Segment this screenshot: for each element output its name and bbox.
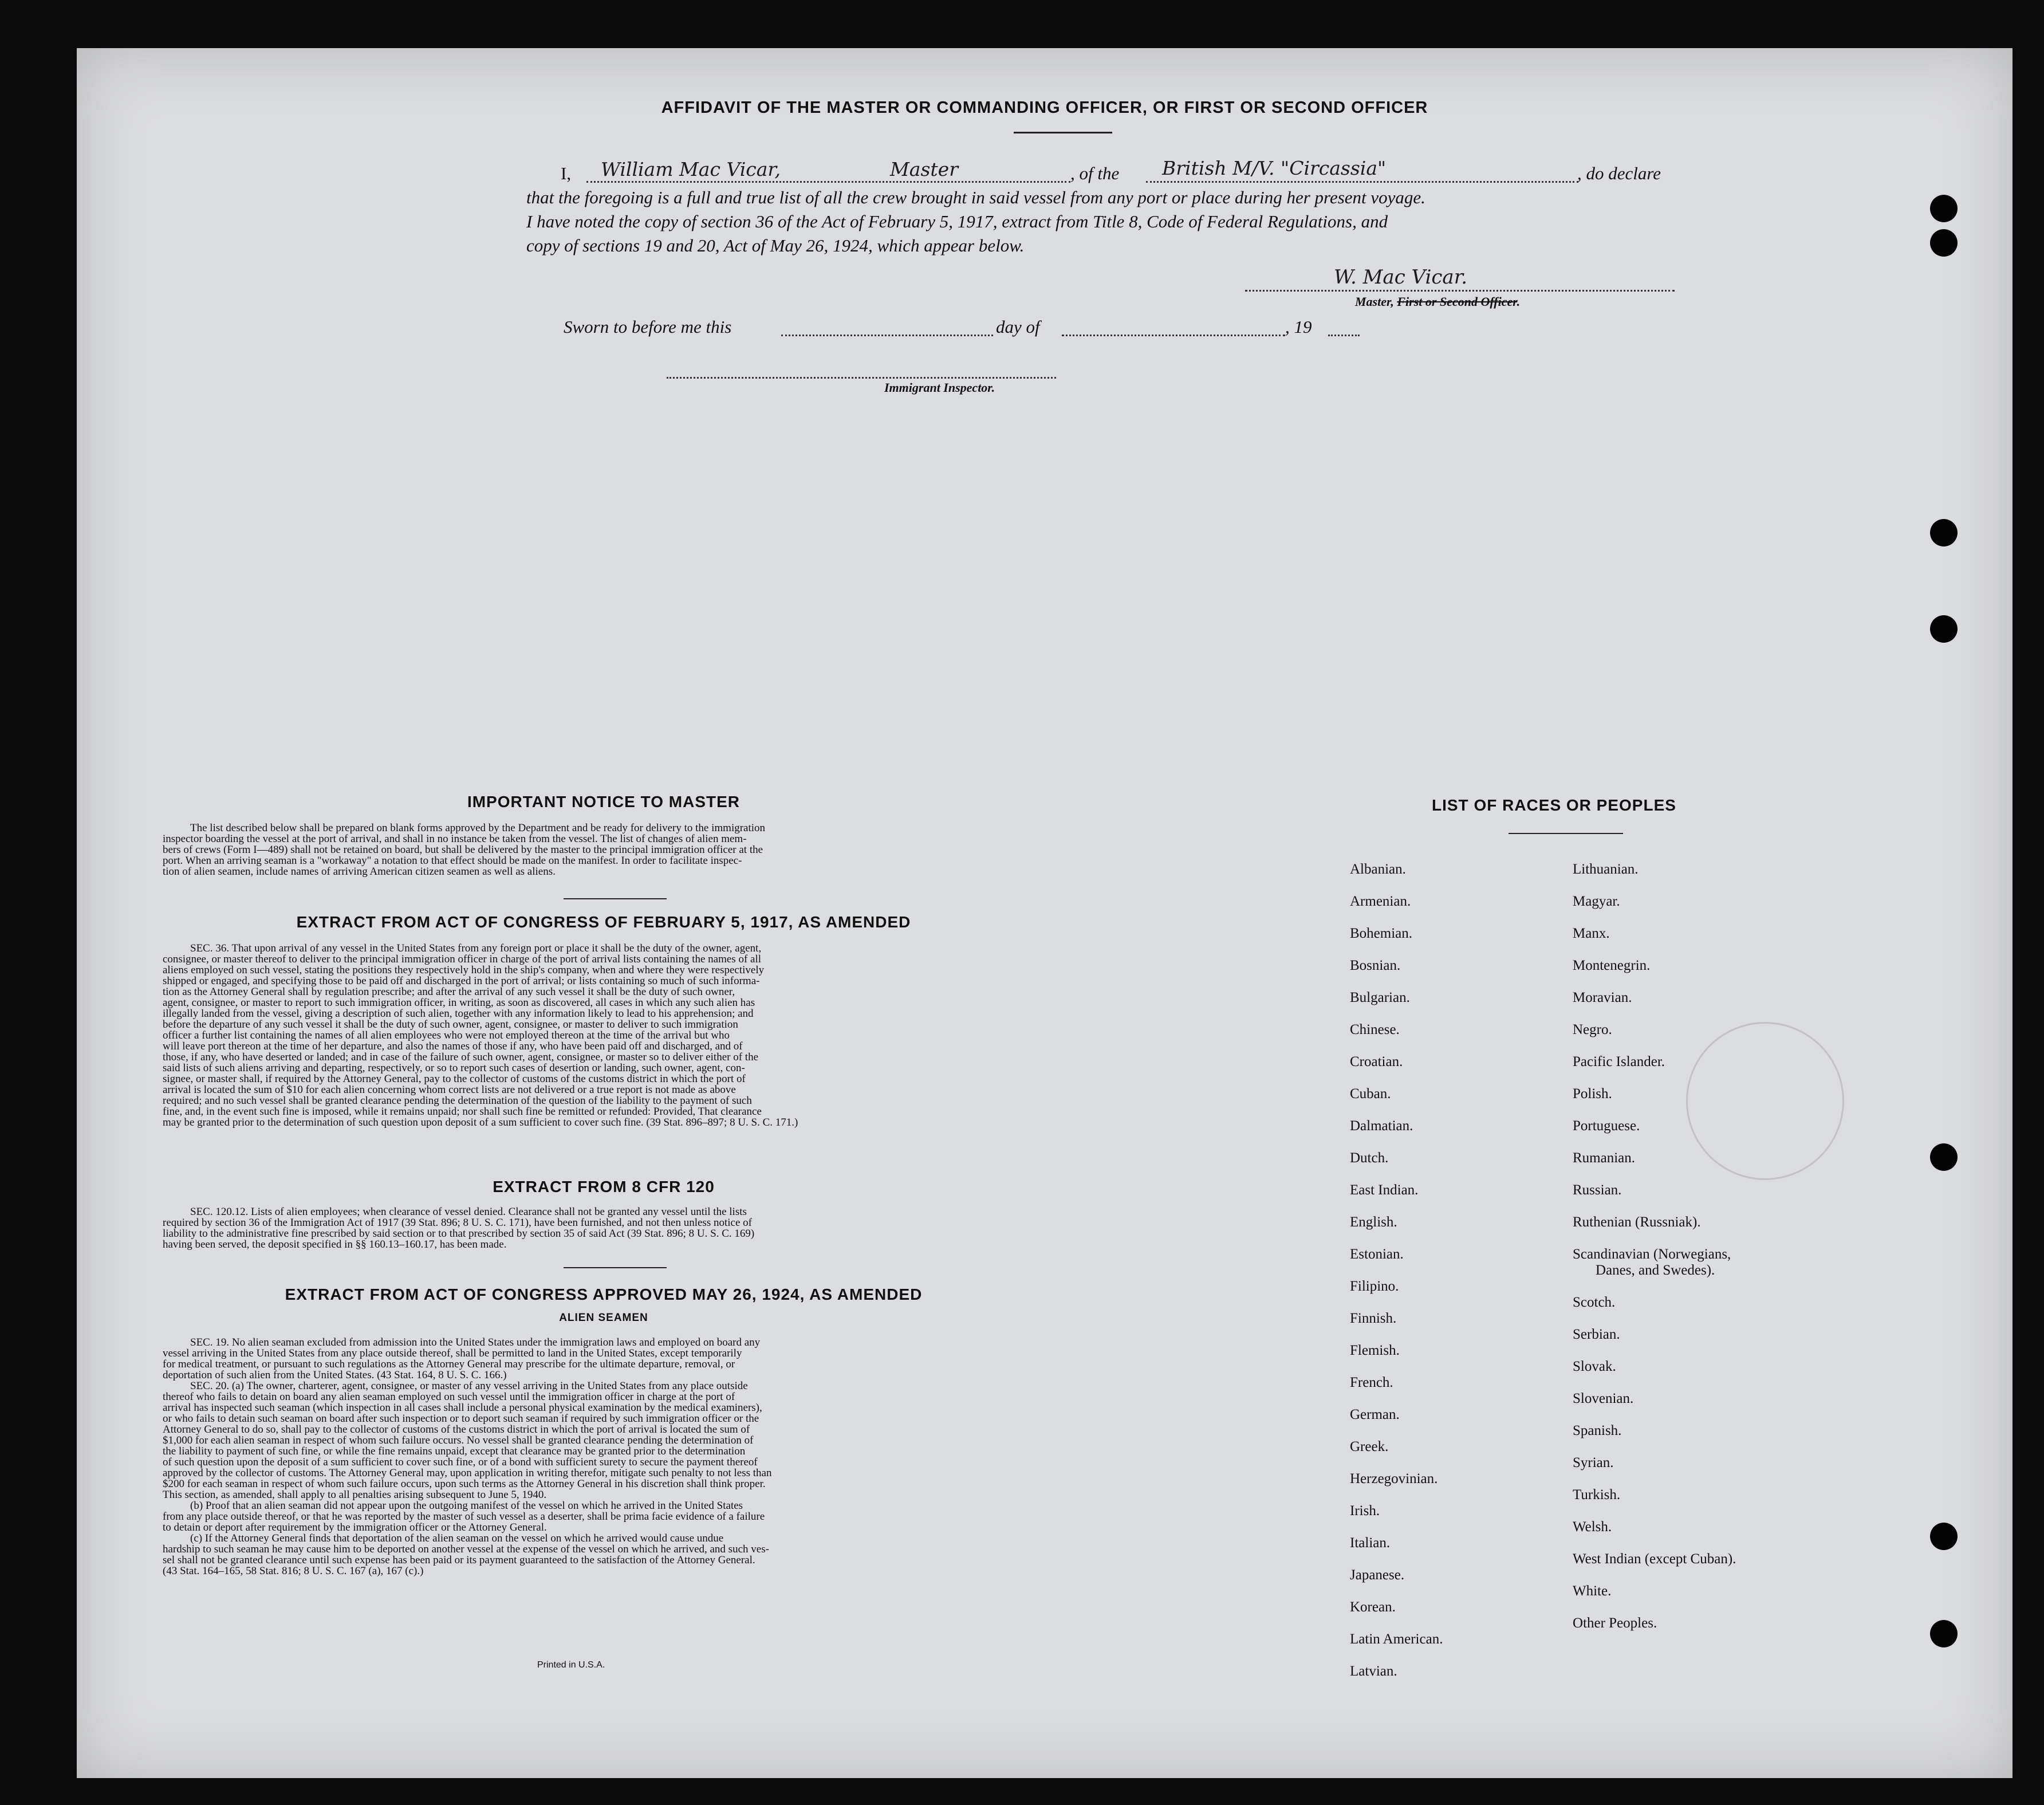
extract-1924-line: SEC. 20. (a) The owner, charterer, agent, consignee, or master of any vessel arriving in the United States from any place outside: [190, 1380, 748, 1392]
extract-1917-line: before the departure of any such vessel it shall be the duty of such owner, agent, consignee, or master to deliver to such immigration: [163, 1018, 738, 1031]
race-item: Turkish.: [1573, 1487, 1621, 1503]
extract-1924-line: arrival has inspected such seaman (which inspection in all cases shall include a personal physical examination by the medical examiners),: [163, 1402, 762, 1414]
notice-title: IMPORTANT NOTICE TO MASTER: [467, 793, 741, 811]
race-item: Latin American.: [1350, 1631, 1443, 1647]
extract-1924-line: hardship to such seaman he may cause him to be deported on another vessel at the expense of the vessel on which he arrived, and such ves-: [163, 1543, 769, 1555]
race-item: Estonian.: [1350, 1246, 1404, 1262]
extract-1924-line: the liability to payment of such fine, or while the fine remains unpaid, except that clearance may be granted prior to the determination: [163, 1445, 746, 1457]
extract-1917-line: aliens employed on such vessel, stating the positions they respectively hold in the ship's company, when and where they were respectively: [163, 964, 765, 976]
race-item: Slovenian.: [1573, 1391, 1634, 1406]
race-item: Polish.: [1573, 1086, 1612, 1102]
race-item: Albanian.: [1350, 862, 1406, 877]
extract-1917-line: will leave port thereon at the time of her departure, and also the names of those if any, who have been paid off and discharged, and of: [163, 1040, 743, 1052]
race-item: Chinese.: [1350, 1022, 1400, 1037]
race-item: Manx.: [1573, 926, 1610, 941]
extract-1917-line: fine, and, in the event such fine is imposed, while it remains unpaid; nor shall such fine be remitted or refunded: Provided, That clearance: [163, 1106, 762, 1118]
extract-1924-body: [163, 1337, 1045, 1576]
race-item: Syrian.: [1573, 1455, 1614, 1470]
race-item: East Indian.: [1350, 1182, 1419, 1198]
inspector-signature-line: [667, 377, 1056, 379]
extract-1917-line: officer a further list containing the names of all alien employees who were not employed thereon at the time of the arrival but who: [163, 1029, 730, 1041]
extract-1924-line: (b) Proof that an alien seaman did not appear upon the outgoing manifest of the vessel on which he arrived in the United States: [190, 1500, 743, 1512]
caption-period: .: [1517, 294, 1521, 309]
extract-1917-line: signee, or master shall, if required by the Attorney General, pay to the collector of customs of the customs district in which the port of: [163, 1073, 746, 1085]
notice-body: [163, 823, 1045, 877]
position-handwritten: Master: [890, 158, 958, 180]
race-item: Rumanian.: [1573, 1150, 1636, 1166]
race-item: Serbian.: [1573, 1327, 1620, 1342]
extract-1917-title: EXTRACT FROM ACT OF CONGRESS OF FEBRUARY 5, 1917, AS AMENDED: [296, 913, 911, 931]
punch-hole: [1930, 1143, 1958, 1171]
signature-line: [1245, 290, 1675, 292]
race-item: Dutch.: [1350, 1150, 1389, 1166]
extract-1924-line: SEC. 19. No alien seaman excluded from admission into the United States under the immigration laws and employed on board any: [190, 1336, 761, 1348]
declaration-line-4: copy of sections 19 and 20, Act of May 26, 1924, which appear below.: [526, 235, 1025, 255]
extract-1924-subtitle: ALIEN SEAMEN: [559, 1312, 648, 1324]
section-divider: [564, 898, 667, 899]
extract-1924-line: This section, as amended, shall apply to all penalties arising subsequent to June 5, 1940.: [163, 1489, 547, 1501]
race-item: Herzegovinian.: [1350, 1471, 1438, 1487]
master-name-handwritten: William Mac Vicar,: [601, 158, 781, 180]
race-item: Magyar.: [1573, 894, 1620, 909]
extract-1924-line: thereof who fails to detain on board any alien seaman employed on such vessel until the immigration officer in charge at the port of: [163, 1391, 735, 1403]
notice-line: tion of alien seamen, include names of arriving American citizen seamen as well as aliens.: [163, 866, 556, 878]
punch-hole: [1930, 1523, 1958, 1550]
extract-1924-line: deportation of such alien from the United States. (43 Stat. 164, 8 U. S. C. 166.): [163, 1369, 507, 1381]
race-item: Danes, and Swedes).: [1596, 1263, 1715, 1278]
sworn-year-line: [1328, 335, 1360, 336]
extract-cfr-line: SEC. 120.12. Lists of alien employees; when clearance of vessel denied. Clearance shall not be granted any vessel until the lists: [190, 1206, 747, 1218]
inspector-caption: Immigrant Inspector.: [884, 380, 995, 395]
extract-1924-line: from any place outside thereof, or that he was reported by the master of such vessel as a deserter, shall be prima facie evidence of a failure: [163, 1511, 765, 1523]
race-item: Slovak.: [1573, 1359, 1616, 1374]
race-item: Ruthenian (Russniak).: [1573, 1214, 1701, 1230]
race-item: Japanese.: [1350, 1567, 1405, 1583]
extract-1917-line: agent, consignee, or master to report to such immigration officer, in writing, as soon as discovered, all cases in which any such alien has: [163, 997, 755, 1009]
race-item: Finnish.: [1350, 1311, 1397, 1326]
race-item: Portuguese.: [1573, 1118, 1640, 1134]
title-divider: [1014, 132, 1112, 133]
extract-1917-line: those, if any, who have deserted or landed; and in case of the failure of such owner, agent, consignee, or master so to deliver either of the: [163, 1051, 758, 1063]
affidavit-title: AFFIDAVIT OF THE MASTER OR COMMANDING OFFICER, OR FIRST OR SECOND OFFICER: [661, 99, 1428, 117]
document-page: [77, 48, 2013, 1778]
sworn-month-line: [1062, 335, 1285, 336]
extract-1917-line: said lists of such aliens arriving and departing, respectively, or so to report such cases of desertion or landing, such owner, agent, con-: [163, 1062, 745, 1074]
race-item: Bulgarian.: [1350, 990, 1410, 1005]
vessel-handwritten: British M/V. "Circassia": [1162, 157, 1387, 179]
race-item: Latvian.: [1350, 1664, 1397, 1679]
race-item: German.: [1350, 1407, 1400, 1422]
race-item: French.: [1350, 1375, 1393, 1390]
notice-line: bers of crews (Form I—489) shall not be retained on board, but shall be delivered by the master to the principal immigration officer at the: [163, 844, 763, 856]
sworn-day-line: [781, 335, 993, 336]
race-item: Armenian.: [1350, 894, 1411, 909]
notice-line: port. When an arriving seaman is a "workaway" a notation to that effect should be made on the manifest. In order to facilitate inspec-: [163, 855, 742, 867]
race-item: Irish.: [1350, 1503, 1380, 1519]
sworn-year-label: , 19: [1285, 317, 1312, 337]
extract-1924-line: for medical treatment, or pursuant to such regulations as the Attorney General may prescribe for the ultimate departure, removal, or: [163, 1358, 735, 1370]
races-divider: [1509, 833, 1623, 834]
extract-1924-line: or who fails to detain such seaman on board after such inspection or to deport such seaman if required by such immigration officer or the: [163, 1413, 759, 1425]
race-item: Negro.: [1573, 1022, 1612, 1037]
extract-1917-line: tion as the Attorney General shall by regulation prescribe; and after the arrival of any such vessel it shall be the duty of such owner,: [163, 986, 735, 998]
race-item: Bosnian.: [1350, 958, 1401, 973]
race-item: Korean.: [1350, 1599, 1396, 1615]
race-item: Scandinavian (Norwegians,: [1573, 1246, 1731, 1262]
extract-1917-line: illegally landed from the vessel, giving a description of such alien, together with any information likely to lead to his apprehension; and: [163, 1008, 754, 1020]
race-item: Croatian.: [1350, 1054, 1403, 1069]
race-item: Greek.: [1350, 1439, 1389, 1454]
caption-struck-officer: First or Second Officer: [1397, 294, 1517, 309]
races-right-column: [1573, 854, 1736, 1639]
extract-1917-line: required; and no such vessel shall be granted clearance pending the determination of the question of the liability to the payment of such: [163, 1095, 752, 1107]
declaration-line-3: I have noted the copy of section 36 of the Act of February 5, 1917, extract from Title 8, Code of Federal Regulations, and: [526, 211, 1388, 231]
extract-1924-line: of such question upon the deposit of a sum sufficient to cover such fine, or of a bond with sufficient surety to secure the payment thereof: [163, 1456, 758, 1468]
race-item: Italian.: [1350, 1535, 1391, 1551]
extract-1924-line: $200 for each seaman in respect of whom such failure occurs, upon such terms as the Attorney General in his discretion shall think proper.: [163, 1478, 766, 1490]
master-signature: W. Mac Vicar.: [1334, 266, 1468, 289]
extract-1924-line: vessel arriving in the United States from any place outside thereof, shall be permitted to land in the United States, except temporarily: [163, 1347, 742, 1359]
notice-line: inspector boarding the vessel at the port of arrival, and shall in no instance be taken from the vessel. The list of changes of alien mem-: [163, 833, 747, 845]
extract-1924-line: Attorney General to do so, shall pay to the collector of customs of the customs district in which the port of arrival is located the sum of: [163, 1423, 750, 1436]
punch-hole: [1930, 229, 1958, 257]
race-item: Spanish.: [1573, 1423, 1622, 1438]
race-item: Dalmatian.: [1350, 1118, 1413, 1134]
extract-1917-line: may be granted prior to the determination of such question upon deposit of a sum sufficient to cover such fine. (39 Stat. 896–897; 8 U. S. C. 171.): [163, 1116, 798, 1128]
extract-cfr-line: having been served, the deposit specified in §§ 160.13–160.17, has been made.: [163, 1238, 507, 1250]
extract-1917-line: consignee, or master thereof to deliver to the principal immigration officer in charge of the port of arrival lists containing the names of all: [163, 953, 762, 965]
extract-1917-line: arrival is located the sum of $10 for each alien concerning whom correct lists are not delivered or a true report is not made as above: [163, 1084, 736, 1096]
extract-cfr-line: liability to the administrative fine prescribed by said section or to that prescribed by section 35 of said Act (39 Stat. 896; 8 U. S. C. 169): [163, 1228, 755, 1240]
race-item: Cuban.: [1350, 1086, 1391, 1102]
extract-cfr-body: [163, 1206, 1045, 1250]
extract-1924-line: (43 Stat. 164–165, 58 Stat. 816; 8 U. S. C. 167 (a), 167 (c).): [163, 1565, 424, 1577]
race-item: White.: [1573, 1583, 1612, 1599]
declaration-pronoun: I,: [561, 163, 572, 183]
section-divider: [564, 1267, 667, 1268]
extract-cfr-line: required by section 36 of the Immigration Act of 1917 (39 Stat. 896; 8 U. S. C. 171), have been furnished, and not then unless notice of: [163, 1217, 752, 1229]
signature-caption: [1355, 294, 1520, 309]
race-item: Welsh.: [1573, 1519, 1612, 1535]
punch-hole: [1930, 519, 1958, 546]
extract-1917-line: SEC. 36. That upon arrival of any vessel in the United States from any foreign port or place it shall be the duty of the owner, agent,: [190, 942, 762, 954]
race-item: English.: [1350, 1214, 1397, 1230]
extract-1924-line: sel shall not be granted clearance until such expense has been paid or its payment guaranteed to the satisfaction of the Attorney General.: [163, 1554, 755, 1566]
race-item: Other Peoples.: [1573, 1615, 1657, 1631]
caption-master: Master,: [1355, 294, 1394, 309]
punch-hole: [1930, 195, 1958, 222]
race-item: Russian.: [1573, 1182, 1622, 1198]
extract-cfr-title: EXTRACT FROM 8 CFR 120: [493, 1178, 715, 1196]
vessel-field-line: [1146, 181, 1578, 183]
extract-1924-line: approved by the collector of customs. The Attorney General may, upon application in writing therefor, mitigate such penalty to not less than: [163, 1467, 772, 1479]
race-item: Montenegrin.: [1573, 958, 1651, 973]
sworn-day-label: day of: [996, 317, 1040, 337]
race-item: Moravian.: [1573, 990, 1632, 1005]
faint-stamp-seal: [1686, 1022, 1844, 1180]
extract-1917-line: shipped or engaged, and specifying those to be paid off and discharged in the port of arrival; or lists containing so much of such informa-: [163, 975, 760, 987]
of-the-label: , of the: [1070, 163, 1120, 183]
extract-1924-line: $1,000 for each alien seaman in respect of whom such failure occurs. No vessel shall be granted clearance pending the determination of: [163, 1434, 754, 1446]
race-item: Flemish.: [1350, 1343, 1400, 1358]
punch-hole: [1930, 615, 1958, 643]
race-item: Lithuanian.: [1573, 862, 1639, 877]
declaration-line-2: that the foregoing is a full and true list of all the crew brought in said vessel from any port or place during her present voyage.: [526, 187, 1425, 207]
punch-hole: [1930, 1620, 1958, 1647]
name-field-line: [586, 181, 1070, 183]
extract-1924-title: EXTRACT FROM ACT OF CONGRESS APPROVED MAY 26, 1924, AS AMENDED: [285, 1285, 923, 1303]
printed-in-usa: Printed in U.S.A.: [537, 1660, 605, 1670]
do-declare-label: , do declare: [1577, 163, 1661, 183]
extract-1924-line: to detain or deport after requirement by the immigration officer or the Attorney General.: [163, 1521, 547, 1533]
extract-1917-body: [163, 943, 1045, 1128]
race-item: Bohemian.: [1350, 926, 1413, 941]
race-item: Pacific Islander.: [1573, 1054, 1665, 1069]
races-left-column: [1350, 854, 1443, 1688]
race-item: West Indian (except Cuban).: [1573, 1551, 1736, 1567]
races-title: LIST OF RACES OR PEOPLES: [1432, 796, 1676, 814]
race-item: Filipino.: [1350, 1279, 1399, 1294]
race-item: Scotch.: [1573, 1295, 1616, 1310]
notice-line: The list described below shall be prepared on blank forms approved by the Department and be ready for delivery to the immigration: [190, 822, 766, 834]
sworn-label: Sworn to before me this: [564, 317, 732, 337]
extract-1924-line: (c) If the Attorney General finds that deportation of the alien seaman on the vessel on which he arrived would cause undue: [190, 1532, 724, 1544]
